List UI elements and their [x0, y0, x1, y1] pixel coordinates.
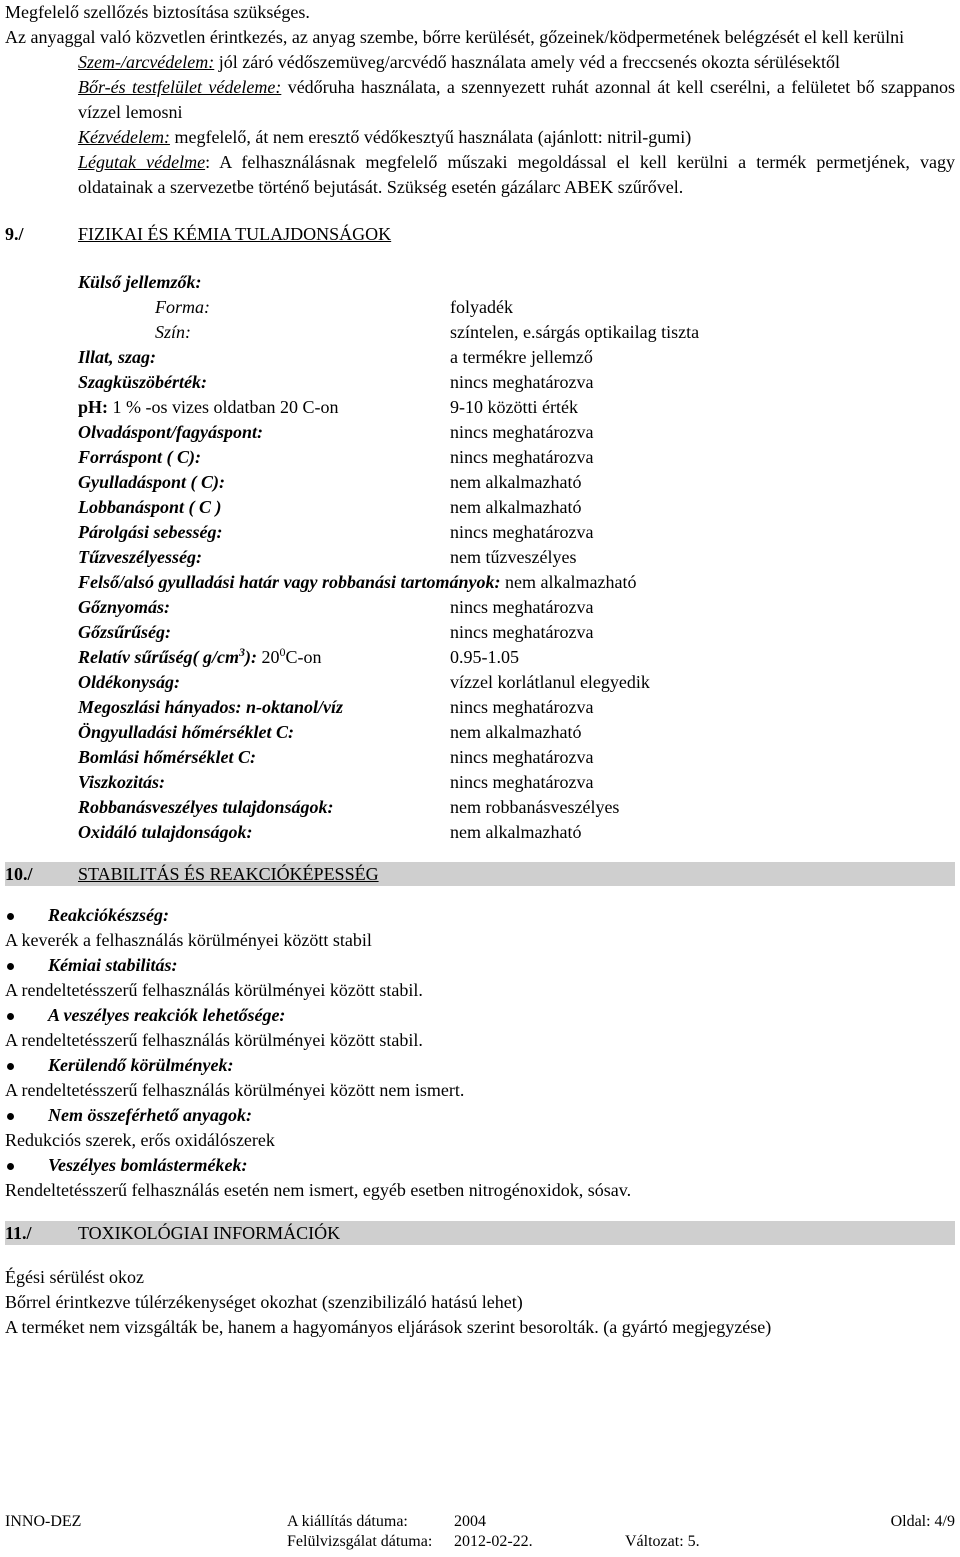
- prop-label: Szagküszöbérték:: [78, 372, 208, 392]
- bullet-text: A rendeltetésszerű felhasználás körülményei között stabil.: [5, 1030, 423, 1050]
- prop-label: Robbanásveszélyes tulajdonságok:: [78, 797, 334, 817]
- hand-protection-text: megfelelő, át nem eresztő védőkesztyű használata (ajánlott: nitril-gumi): [169, 127, 692, 147]
- prop-row: [5, 445, 955, 470]
- prop-label: Párolgási sebesség:: [78, 522, 223, 542]
- prop-value: nincs meghatározva: [450, 597, 594, 617]
- intro-ventilation: Megfelelő szellőzés biztosítása szükséges.: [5, 2, 310, 22]
- toxicology-line: Bőrrel érintkezve túlérzékenységet okozhat (szenzibilizáló hatású lehet): [5, 1292, 523, 1312]
- stability-list: [5, 903, 955, 1203]
- prop-row: [5, 820, 955, 845]
- bullet-text: A rendeltetésszerű felhasználás körülményei között stabil.: [5, 980, 423, 1000]
- prop-value: nem robbanásveszélyes: [450, 797, 620, 817]
- prop-row: [5, 570, 955, 595]
- prop-row: [5, 270, 955, 295]
- bullet-item: [5, 1053, 955, 1078]
- prop-row: [5, 620, 955, 645]
- prop-value: a termékre jellemző: [450, 347, 593, 367]
- section-number: 10./: [5, 864, 33, 884]
- prop-label: Külső jellemzők:: [78, 272, 202, 292]
- limits-value: nem alkalmazható: [500, 572, 637, 592]
- skin-protection-text: védőruha használata, a szennyezett ruhát azonnal át kell cserélni, a felületet bő szappanos vízzel lemosni: [78, 77, 955, 122]
- bullet-text: A rendeltetésszerű felhasználás körülményei között nem ismert.: [5, 1080, 465, 1100]
- bullet-icon: [7, 1013, 14, 1020]
- bullet-item: [5, 1103, 955, 1128]
- skin-protection-label: Bőr-és testfelület védeleme:: [78, 77, 282, 97]
- prop-value: nem alkalmazható: [450, 497, 582, 517]
- prop-label: Gőzsűrűség:: [78, 622, 172, 642]
- prop-value: nincs meghatározva: [450, 747, 594, 767]
- prop-label: Megoszlási hányados: n-oktanol/víz: [78, 697, 344, 717]
- footer-revision-label: Felülvizsgálat dátuma:: [287, 1533, 433, 1550]
- bullet-text: A keverék a felhasználás körülményei között stabil: [5, 930, 372, 950]
- bullet-text: Redukciós szerek, erős oxidálószerek: [5, 1130, 275, 1150]
- bullet-text: Rendeltetésszerű felhasználás esetén nem ismert, egyéb esetben nitrogénoxidok, sósav.: [5, 1180, 632, 1200]
- section-9-heading: [5, 222, 955, 246]
- prop-row: [5, 320, 955, 345]
- prop-value: vízzel korlátlanul elegyedik: [450, 672, 650, 692]
- eye-protection-text: jól záró védőszemüveg/arcvédő használata amely véd a freccsenés okozta sérülésektől: [214, 52, 840, 72]
- respiratory-protection-text: : A felhasználásnak megfelelő műszaki megoldással el kell kerülni a termék permetjének, vagy oldatainak a szervezetbe történő bejutását. Szükség esetén gázálarc ABEK szűrővel.: [78, 152, 955, 197]
- respiratory-protection: [5, 150, 955, 200]
- document-page: [5, 0, 955, 1550]
- prop-row: [5, 770, 955, 795]
- ph-label: pH:: [78, 397, 109, 417]
- bullet-label: Kémiai stabilitás:: [48, 955, 178, 975]
- prop-row: [5, 595, 955, 620]
- prop-row: [5, 545, 955, 570]
- footer-version: Változat: 5.: [625, 1533, 700, 1550]
- prop-value: 9-10 közötti érték: [450, 397, 578, 417]
- respiratory-protection-label: Légutak védelme: [78, 152, 206, 172]
- prop-value: színtelen, e.sárgás optikailag tiszta: [450, 322, 700, 342]
- prop-value: nem tűzveszélyes: [450, 547, 577, 567]
- prop-row: [5, 520, 955, 545]
- intro-contact: Az anyaggal való közvetlen érintkezés, az anyag szembe, bőrre kerülését, gőzeinek/ködpermetének belégzését el kell kerülni: [5, 27, 905, 47]
- bullet-label: Veszélyes bomlástermékek:: [48, 1155, 248, 1175]
- prop-row: [5, 670, 955, 695]
- bullet-label: Kerülendő körülmények:: [48, 1055, 234, 1075]
- footer-issue-value: 2004: [454, 1513, 486, 1530]
- prop-label: Gőznyomás:: [78, 597, 171, 617]
- prop-value: nincs meghatározva: [450, 422, 594, 442]
- hand-protection-label: Kézvédelem:: [78, 127, 170, 147]
- ph-condition: 1 % -os vizes oldatban 20 C-on: [108, 397, 339, 417]
- prop-label: [78, 570, 637, 595]
- prop-label: Szín:: [155, 322, 191, 342]
- bullet-icon: [7, 1063, 14, 1070]
- section-11-heading: [5, 1221, 955, 1245]
- bullet-label: Nem összeférhető anyagok:: [48, 1105, 252, 1125]
- footer-issue-label: A kiállítás dátuma:: [287, 1513, 408, 1530]
- eye-protection: [5, 50, 955, 75]
- prop-label: Oldékonyság:: [78, 672, 180, 692]
- bullet-label: A veszélyes reakciók lehetősége:: [48, 1005, 286, 1025]
- bullet-icon: [7, 1113, 14, 1120]
- section-10-heading: [5, 862, 955, 886]
- density-temp-unit: C-on: [285, 647, 322, 667]
- prop-row: [5, 345, 955, 370]
- toxicology-line: A terméket nem vizsgálták be, hanem a hagyományos eljárások szerint besorolták. (a gyártó megjegyzése): [5, 1317, 772, 1337]
- prop-row: [5, 745, 955, 770]
- footer-company: INNO-DEZ: [5, 1513, 82, 1530]
- prop-row: [5, 720, 955, 745]
- toxicology-line: Égési sérülést okoz: [5, 1267, 144, 1287]
- prop-label: Öngyulladási hőmérséklet C:: [78, 722, 295, 742]
- prop-label: Lobbanáspont ( C ): [78, 497, 222, 517]
- section-number: 11./: [5, 1223, 32, 1243]
- density-label: Relatív sűrűség( g/cm: [78, 647, 239, 667]
- hand-protection: [5, 125, 955, 150]
- prop-row: [5, 420, 955, 445]
- prop-label: Gyulladáspont ( C):: [78, 472, 226, 492]
- prop-label: Olvadáspont/fagyáspont:: [78, 422, 264, 442]
- skin-protection: [5, 75, 955, 125]
- prop-value: nem alkalmazható: [450, 822, 582, 842]
- prop-value: nincs meghatározva: [450, 522, 594, 542]
- bullet-item: [5, 1153, 955, 1178]
- prop-label: [78, 395, 338, 420]
- bullet-label: Reakciókészség:: [48, 905, 169, 925]
- eye-protection-label: Szem-/arcvédelem:: [78, 52, 215, 72]
- prop-value: nincs meghatározva: [450, 697, 594, 717]
- section-title: TOXIKOLÓGIAI INFORMÁCIÓK: [78, 1223, 341, 1243]
- prop-label: Tűzveszélyesség:: [78, 547, 202, 567]
- prop-value: folyadék: [450, 297, 513, 317]
- density-sup: 3: [239, 645, 245, 659]
- prop-label: Forma:: [155, 297, 210, 317]
- density-temp: 20: [261, 647, 280, 667]
- prop-value: nem alkalmazható: [450, 472, 582, 492]
- toxicology-text: [5, 1265, 955, 1340]
- prop-row: [5, 795, 955, 820]
- section-title: FIZIKAI ÉS KÉMIA TULAJDONSÁGOK: [78, 224, 392, 244]
- limits-label: Felső/alsó gyulladási határ vagy robbanási tartományok:: [78, 572, 501, 592]
- prop-label: Oxidáló tulajdonságok:: [78, 822, 253, 842]
- properties-list: [5, 270, 955, 845]
- section-number: 9./: [5, 224, 24, 244]
- prop-label: Viszkozitás:: [78, 772, 166, 792]
- prop-row: [5, 695, 955, 720]
- prop-label: Illat, szag:: [78, 347, 157, 367]
- bullet-item: [5, 1003, 955, 1028]
- bullet-item: [5, 903, 955, 928]
- prop-label: Bomlási hőmérséklet C:: [78, 747, 257, 767]
- prop-value: nincs meghatározva: [450, 772, 594, 792]
- prop-value: nincs meghatározva: [450, 372, 594, 392]
- prop-value: nincs meghatározva: [450, 447, 594, 467]
- prop-row: [5, 395, 955, 420]
- density-label-2: ):: [245, 647, 262, 667]
- bullet-icon: [7, 1163, 14, 1170]
- section-title: STABILITÁS ÉS REAKCIÓKÉPESSÉG: [78, 864, 379, 884]
- prop-row: [5, 470, 955, 495]
- bullet-icon: [7, 963, 14, 970]
- prop-value: nincs meghatározva: [450, 622, 594, 642]
- prop-label: [78, 645, 322, 670]
- prop-label: Forráspont ( C):: [78, 447, 202, 467]
- bullet-icon: [7, 913, 14, 920]
- prop-row: [5, 495, 955, 520]
- footer-page-number: Oldal: 4/9: [890, 1513, 955, 1530]
- prop-row: [5, 645, 955, 670]
- prop-value: 0.95-1.05: [450, 647, 519, 667]
- bullet-item: [5, 953, 955, 978]
- density-temp-sup: 0: [279, 645, 286, 659]
- prop-row: [5, 295, 955, 320]
- footer-revision-value: 2012-02-22.: [454, 1533, 533, 1550]
- prop-value: nem alkalmazható: [450, 722, 582, 742]
- prop-row: [5, 370, 955, 395]
